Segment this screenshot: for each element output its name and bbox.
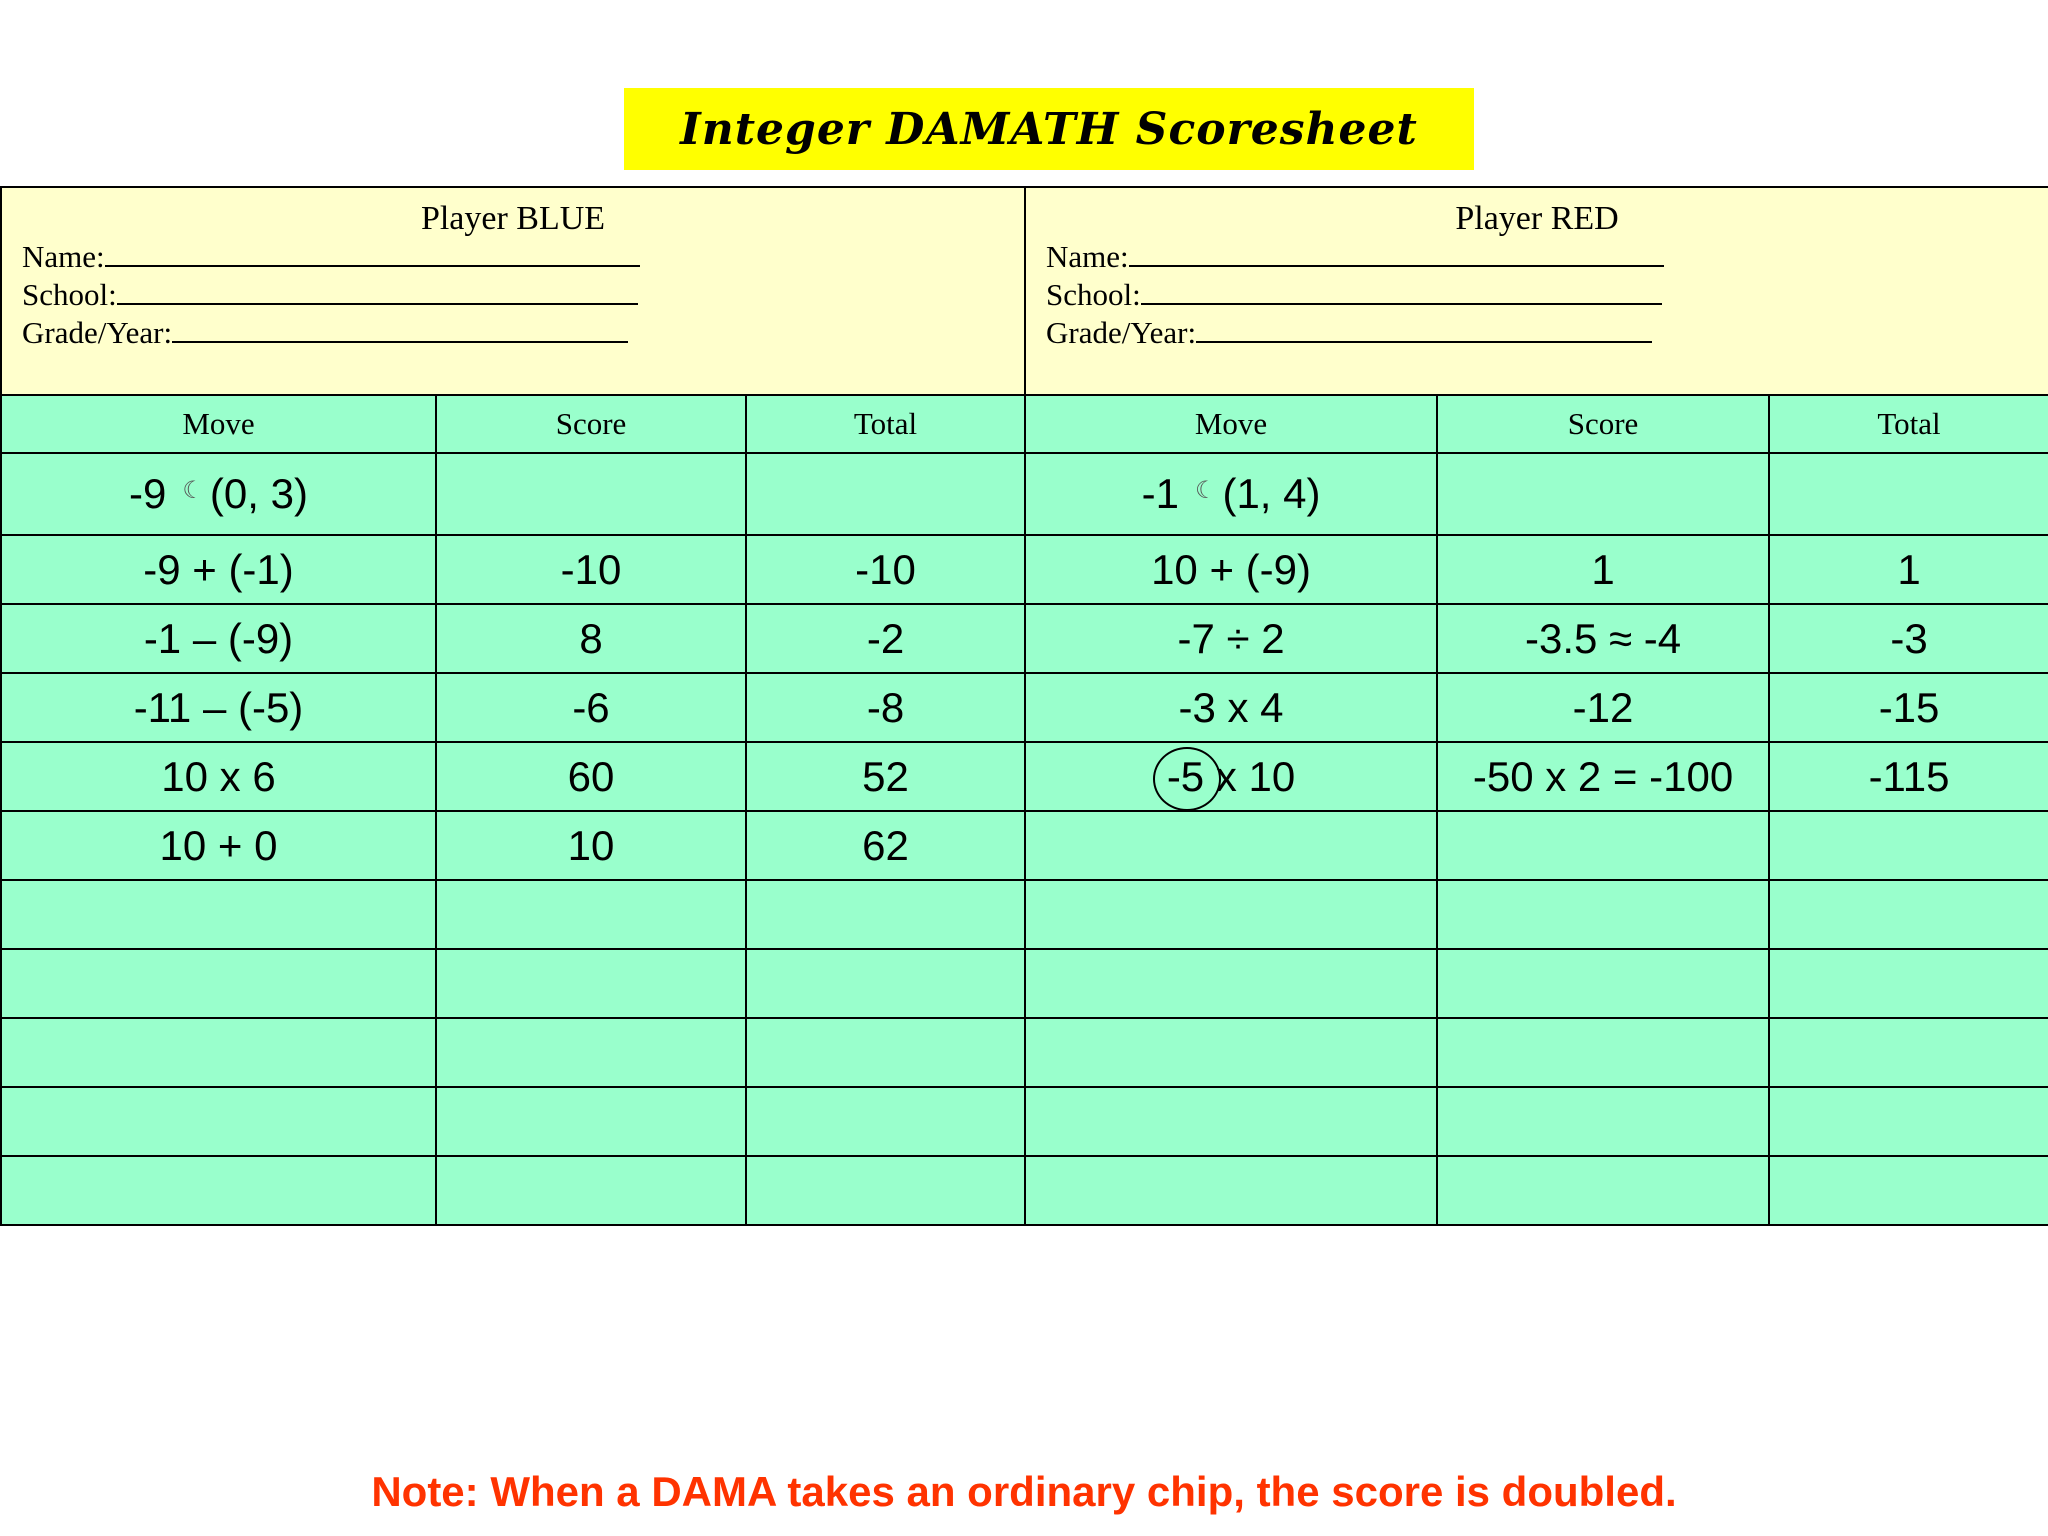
column-header-red-move: Move <box>1025 395 1437 453</box>
red-move-cell[interactable]: -3 x 4 <box>1025 673 1437 742</box>
blue-score-cell[interactable] <box>436 1087 746 1156</box>
red-move-cell[interactable] <box>1025 1156 1437 1225</box>
blue-total-cell[interactable] <box>746 453 1025 535</box>
column-header-blue-total: Total <box>746 395 1025 453</box>
name-blank[interactable] <box>1129 239 1664 267</box>
red-total-cell[interactable] <box>1769 1156 2048 1225</box>
blue-score-cell[interactable]: -6 <box>436 673 746 742</box>
player-red-name-field[interactable] <box>1026 238 2048 276</box>
red-chip-coord: (1, 4) <box>1222 470 1321 517</box>
blue-move-cell[interactable]: -1 – (-9) <box>1 604 436 673</box>
red-move-cell[interactable] <box>1025 811 1437 880</box>
blue-move-cell[interactable] <box>1 1156 436 1225</box>
blue-chip-value: -9 <box>129 470 167 517</box>
blue-move-cell[interactable] <box>1 1018 436 1087</box>
red-score-cell[interactable] <box>1437 1018 1769 1087</box>
red-score-cell[interactable]: -3.5 ≈ -4 <box>1437 604 1769 673</box>
red-total-cell[interactable] <box>1769 880 2048 949</box>
blue-move-cell[interactable]: -11 – (-5) <box>1 673 436 742</box>
red-total-cell[interactable]: -15 <box>1769 673 2048 742</box>
circled-value-text: -5 <box>1166 752 1205 800</box>
blue-total-cell[interactable] <box>746 880 1025 949</box>
table-row <box>1 880 2048 949</box>
red-score-cell[interactable] <box>1437 453 1769 535</box>
table-row <box>1 1156 2048 1225</box>
red-move-cell[interactable] <box>1025 453 1437 535</box>
grade-blank[interactable] <box>172 315 628 343</box>
column-header-red-score: Score <box>1437 395 1769 453</box>
red-score-cell[interactable] <box>1437 811 1769 880</box>
red-move-cell[interactable]: -7 ÷ 2 <box>1025 604 1437 673</box>
crescent-moon-icon: ☾ <box>182 477 204 504</box>
blue-move-cell[interactable]: 10 x 6 <box>1 742 436 811</box>
blue-move-cell[interactable]: -9 + (-1) <box>1 535 436 604</box>
grade-label: Grade/Year: <box>1046 315 1197 350</box>
table-row <box>1 604 2048 673</box>
blue-total-cell[interactable] <box>746 1087 1025 1156</box>
player-blue-info <box>1 187 1025 395</box>
red-move-cell[interactable]: 10 + (-9) <box>1025 535 1437 604</box>
blue-total-cell[interactable] <box>746 1018 1025 1087</box>
name-label: Name: <box>1046 239 1129 274</box>
player-blue-school-field[interactable] <box>2 276 1024 314</box>
blue-score-cell[interactable] <box>436 453 746 535</box>
blue-move-cell[interactable] <box>1 453 436 535</box>
name-blank[interactable] <box>105 239 640 267</box>
blue-total-cell[interactable] <box>746 949 1025 1018</box>
table-row <box>1 742 2048 811</box>
red-move-cell[interactable] <box>1025 949 1437 1018</box>
red-total-cell[interactable] <box>1769 453 2048 535</box>
player-blue-name-field[interactable] <box>2 238 1024 276</box>
red-total-cell[interactable]: -3 <box>1769 604 2048 673</box>
player-red-school-field[interactable] <box>1026 276 2048 314</box>
blue-total-cell[interactable] <box>746 1156 1025 1225</box>
red-move-cell[interactable] <box>1025 742 1437 811</box>
red-total-cell[interactable] <box>1769 1087 2048 1156</box>
red-total-cell[interactable]: -115 <box>1769 742 2048 811</box>
red-score-cell[interactable] <box>1437 949 1769 1018</box>
circle-annotation <box>1153 747 1221 811</box>
blue-score-cell[interactable]: 8 <box>436 604 746 673</box>
red-score-cell[interactable] <box>1437 1087 1769 1156</box>
column-header-red-total: Total <box>1769 395 2048 453</box>
school-blank[interactable] <box>117 277 638 305</box>
table-row <box>1 673 2048 742</box>
player-red-info <box>1025 187 2048 395</box>
blue-total-cell[interactable]: -2 <box>746 604 1025 673</box>
blue-total-cell[interactable]: -10 <box>746 535 1025 604</box>
red-score-cell[interactable]: -50 x 2 = -100 <box>1437 742 1769 811</box>
red-total-cell[interactable] <box>1769 949 2048 1018</box>
column-header-blue-score: Score <box>436 395 746 453</box>
red-move-cell[interactable] <box>1025 1018 1437 1087</box>
table-row <box>1 949 2048 1018</box>
table-row <box>1 1087 2048 1156</box>
school-blank[interactable] <box>1141 277 1662 305</box>
blue-score-cell[interactable] <box>436 1156 746 1225</box>
grade-blank[interactable] <box>1196 315 1652 343</box>
blue-total-cell[interactable]: 52 <box>746 742 1025 811</box>
red-move-cell[interactable] <box>1025 880 1437 949</box>
red-score-cell[interactable]: -12 <box>1437 673 1769 742</box>
player-info-row <box>1 187 2048 395</box>
scoring-note: Note: When a DAMA takes an ordinary chip, the score is doubled. <box>371 1468 1677 1515</box>
school-label: School: <box>1046 277 1141 312</box>
blue-move-cell[interactable] <box>1 880 436 949</box>
player-red-heading: Player RED <box>1455 200 1619 237</box>
player-red-grade-field[interactable] <box>1026 314 2048 352</box>
red-score-cell[interactable] <box>1437 880 1769 949</box>
player-blue-heading: Player BLUE <box>420 200 606 237</box>
table-row <box>1 1018 2048 1087</box>
column-header-row <box>1 395 2048 453</box>
blue-total-cell[interactable]: -8 <box>746 673 1025 742</box>
scoresheet-table <box>0 186 2048 1226</box>
blue-total-cell[interactable]: 62 <box>746 811 1025 880</box>
school-label: School: <box>22 277 117 312</box>
move-remainder: x 10 <box>1204 752 1296 800</box>
blue-move-cell[interactable] <box>1 1087 436 1156</box>
red-total-cell[interactable] <box>1769 1018 2048 1087</box>
name-label: Name: <box>22 239 105 274</box>
red-score-cell[interactable] <box>1437 1156 1769 1225</box>
table-row <box>1 453 2048 535</box>
player-blue-grade-field[interactable] <box>2 314 1024 352</box>
blue-score-cell[interactable] <box>436 949 746 1018</box>
grade-label: Grade/Year: <box>22 315 173 350</box>
red-total-cell[interactable] <box>1769 811 2048 880</box>
red-chip-value: -1 <box>1141 470 1179 517</box>
red-move-cell[interactable] <box>1025 1087 1437 1156</box>
blue-move-cell[interactable]: 10 + 0 <box>1 811 436 880</box>
blue-move-cell[interactable] <box>1 949 436 1018</box>
blue-score-cell[interactable]: 10 <box>436 811 746 880</box>
crescent-moon-icon: ☾ <box>1194 477 1217 504</box>
blue-score-cell[interactable] <box>436 1018 746 1087</box>
blue-score-cell[interactable] <box>436 880 746 949</box>
circled-dama-value <box>1167 753 1204 801</box>
blue-chip-coord: (0, 3) <box>209 470 308 517</box>
title-banner <box>624 88 1474 170</box>
blue-score-cell[interactable]: 60 <box>436 742 746 811</box>
table-row <box>1 535 2048 604</box>
blue-score-cell[interactable]: -10 <box>436 535 746 604</box>
page-title: Integer DAMATH Scoresheet <box>680 103 1418 155</box>
table-row <box>1 811 2048 880</box>
red-score-cell[interactable]: 1 <box>1437 535 1769 604</box>
red-total-cell[interactable]: 1 <box>1769 535 2048 604</box>
column-header-blue-move: Move <box>1 395 436 453</box>
